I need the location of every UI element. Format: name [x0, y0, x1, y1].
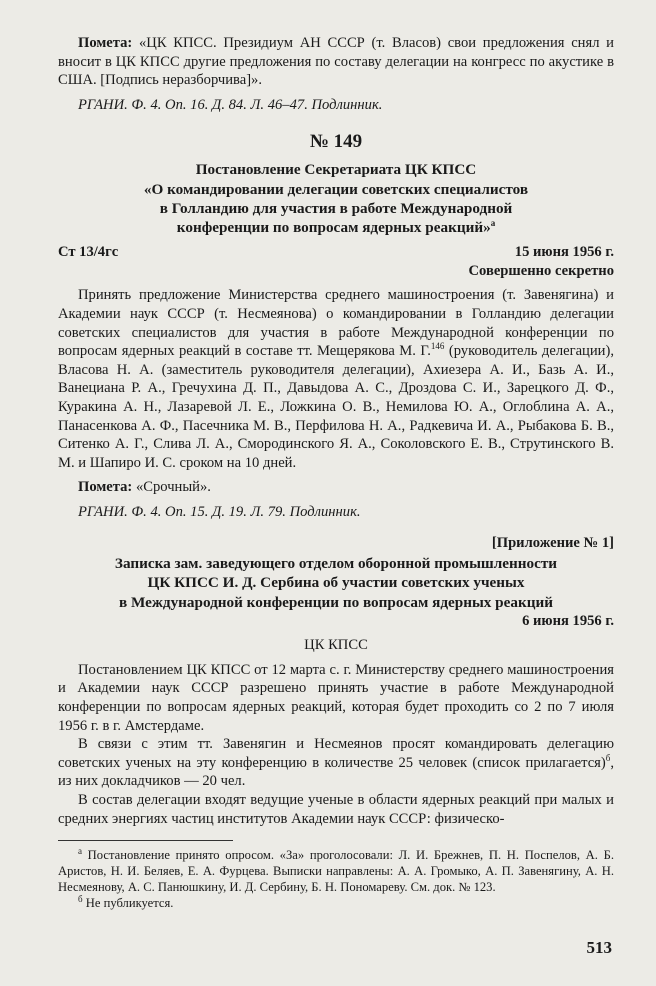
- footnote-mark: б: [605, 753, 611, 763]
- note-text: «ЦК КПСС. Президиум АН СССР (т. Власов) свои предложения снял и вносит в ЦК КПСС другие предложения по составу делегации на конгресс по акустике в США. [Подпись неразборчива]».: [58, 35, 614, 89]
- note-label: Помета:: [78, 479, 133, 496]
- title-line: ЦК КПСС И. Д. Сербина об участии советских ученых: [147, 574, 525, 592]
- title-line: в Международной конференции по вопросам ядерных реакций: [119, 593, 553, 611]
- archive-source: РГАНИ. Ф. 4. Оп. 16. Д. 84. Л. 46–47. Подлинник.: [78, 96, 383, 113]
- registration-number: Ст 13/4гс: [58, 244, 119, 261]
- document-number: № 149: [309, 131, 363, 153]
- note-text: «Срочный».: [132, 479, 211, 496]
- memo-paragraph: В связи с этим тт. Завенягин и Несмеянов просят командировать делегацию советских ученых на эту конференцию в количестве 25 человек (список прилагается)$^б$, из них докладчиков — 20 чел.: [58, 736, 614, 790]
- appendix-date: 6 июня 1956 г.: [522, 612, 614, 629]
- footnote: $^б$ Не публикуется.: [78, 894, 174, 911]
- title-line: Постановление Секретариата ЦК КПСС: [195, 161, 477, 179]
- footnote-mark: a: [490, 217, 496, 228]
- note-label: Помета:: [78, 35, 133, 51]
- resolution-note: [58, 478, 614, 497]
- footnote: $^а$ Постановление принято опросом. «За» проголосовали: Л. И. Брежнев, П. Н. Поспелов, А. Б. Аристов, Н. И. Беляев, Е. А. Фурцева. Выписки направлены: А. А. Громыко, А. П. Завенягину, А. Н. Несмеянову, А. С. Панюшкину, И. Д. Сербину, Б. Н. Пономареву. См. док. № 123.: [58, 846, 614, 895]
- top-note: [58, 34, 614, 90]
- memo-paragraph: В состав делегации входят ведущие ученые в области ядерных реакций при малых и средних энергиях частиц институтов Академии наук СССР: физическо-: [58, 792, 614, 827]
- appendix-label: [Приложение № 1]: [491, 534, 614, 551]
- title-line: «О командировании делегации советских специалистов: [143, 180, 529, 198]
- document-date: 15 июня 1956 г.: [514, 244, 614, 261]
- memo-paragraph: Постановлением ЦК КПСС от 12 марта с. г. Министерству среднего машиностроения и Академии наук СССР разрешено принять участие в работе Международной конференции по вопросам ядерных реакций, которая будет проходить со 2 по 7 июля 1956 г. в г. Амстердаме.: [58, 661, 614, 734]
- footnote-divider: [58, 840, 233, 841]
- classification-stamp: Совершенно секретно: [468, 262, 614, 279]
- title-line: Записка зам. заведующего отделом оборонной промышленности: [114, 555, 558, 573]
- addressee: ЦК КПСС: [304, 637, 368, 654]
- page-number: 513: [586, 938, 612, 958]
- resolution-body: Принять предложение Министерства среднего машиностроения (т. Завенягина) и Академии наук СССР (т. Несмеянова) о командировании в Голландию делегации советских специалистов для участия в работе Международной конференции по вопросам ядерных реакций в составе тт. Мещерякова М. Г.$^{146}$ (руководитель делегации), Власова Н. А. (заместитель руководителя делегации), Ахиезера А. И., Базь А. И., Ванециана Р. А., Гречухина Д. П., Давыдова А. С., Дроздова С. И., Зарецкого Д. Ф., Куракина А. Н., Лазаревой Л. Е., Ложкина О. В., Немилова Ю. А., Оглоблина А. А., Панасенкова А. Ф., Пасечника М. В., Перфилова Н. А., Радкевича И. А., Рыбакова Б. В., Ситенко А. Г., Слива Л. А., Смородинского Я. А., Соколовского Е. В., Струтинского В. М. и Шапиро И. С. сроком на 10 дней.: [58, 287, 614, 471]
- title-line: в Голландию для участия в работе Международной: [159, 199, 513, 217]
- archive-source: РГАНИ. Ф. 4. Оп. 15. Д. 19. Л. 79. Подлинник.: [78, 503, 361, 520]
- registration-row: [58, 243, 614, 262]
- title-line: конференции по вопросам ядерных реакций»$^a$: [176, 217, 496, 236]
- document-title: [58, 160, 614, 237]
- footnote-mark: 146: [430, 341, 445, 352]
- appendix-title: [58, 554, 614, 612]
